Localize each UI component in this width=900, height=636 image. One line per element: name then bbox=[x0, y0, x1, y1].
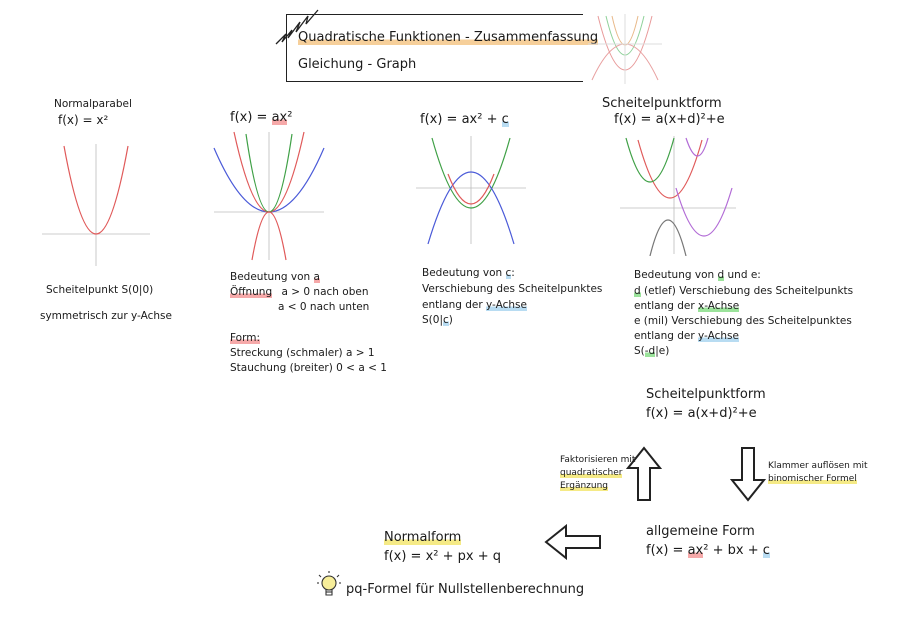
ax2-meaning: Bedeutung von a bbox=[230, 271, 320, 283]
graph-ax2c bbox=[414, 134, 528, 246]
normalparabel-formula: f(x) = x² bbox=[58, 113, 109, 127]
vertexform-e-line2: entlang der y-Achse bbox=[634, 330, 739, 342]
vertexform-meaning: Bedeutung von d und e: bbox=[634, 269, 761, 281]
vertexform-label: Scheitelpunktform bbox=[602, 96, 722, 111]
vertexform-formula: f(x) = a(x+d)²+e bbox=[614, 112, 725, 127]
ax2c-formula: f(x) = ax² + c bbox=[420, 112, 509, 127]
page-subtitle: Gleichung - Graph bbox=[298, 57, 417, 72]
factor-note: Faktorisieren mit quadratischer Ergänzung bbox=[560, 455, 636, 491]
ax2c-meaning: Bedeutung von c: bbox=[422, 267, 515, 279]
page-title: Quadratische Funktionen - Zusammenfassung bbox=[298, 30, 599, 45]
lightbulb-icon bbox=[316, 570, 344, 600]
vertexform-e-line1: e (mil) Verschiebung des Scheitelpunktes bbox=[634, 315, 852, 327]
ax2c-shift-line1: Verschiebung des Scheitelpunktes bbox=[422, 283, 603, 295]
normalparabel-label: Normalparabel bbox=[54, 98, 132, 110]
flow-vertexform-formula: f(x) = a(x+d)²+e bbox=[646, 406, 757, 421]
pq-note: pq-Formel für Nullstellenberechnung bbox=[346, 582, 585, 597]
vertexform-d-line2: entlang der x-Achse bbox=[634, 300, 740, 312]
ax2-open-down: a < 0 nach unten bbox=[278, 301, 370, 313]
left-arrow-icon bbox=[544, 524, 602, 560]
vertexform-d-line1: d (etlef) Verschiebung des Scheitelpunkts bbox=[634, 285, 854, 297]
flow-vertexform-label: Scheitelpunktform bbox=[646, 387, 766, 402]
flow-general-label: allgemeine Form bbox=[646, 524, 755, 539]
normal-symmetry: symmetrisch zur y-Achse bbox=[40, 310, 172, 322]
down-arrow-icon bbox=[730, 446, 766, 502]
ax2c-shift-line2: entlang der y-Achse bbox=[422, 299, 527, 311]
ax2-stretch: Streckung (schmaler) a > 1 bbox=[230, 347, 375, 359]
normal-vertex: Scheitelpunkt S(0|0) bbox=[46, 284, 154, 296]
ax2-form-label: Form: bbox=[230, 332, 260, 344]
ax2-formula: f(x) = ax² bbox=[230, 110, 293, 125]
expand-note: Klammer auflösen mit binomischer Formel bbox=[768, 461, 868, 484]
flow-general-formula: f(x) = ax² + bx + c bbox=[646, 543, 770, 558]
graph-vertexform bbox=[618, 134, 738, 256]
ax2-compress: Stauchung (breiter) 0 < a < 1 bbox=[230, 362, 387, 374]
vertexform-vertex: S(-d|e) bbox=[634, 345, 670, 357]
graph-normalparabel bbox=[38, 140, 154, 270]
graph-ax2 bbox=[212, 130, 326, 262]
flow-normal-formula: f(x) = x² + px + q bbox=[384, 549, 501, 564]
ax2-opening: Öffnung a > 0 nach oben bbox=[230, 286, 369, 298]
title-parabolas-icon bbox=[588, 14, 662, 84]
ax2c-vertex: S(0|c) bbox=[422, 314, 453, 326]
flow-normal-label: Normalform bbox=[384, 530, 462, 545]
